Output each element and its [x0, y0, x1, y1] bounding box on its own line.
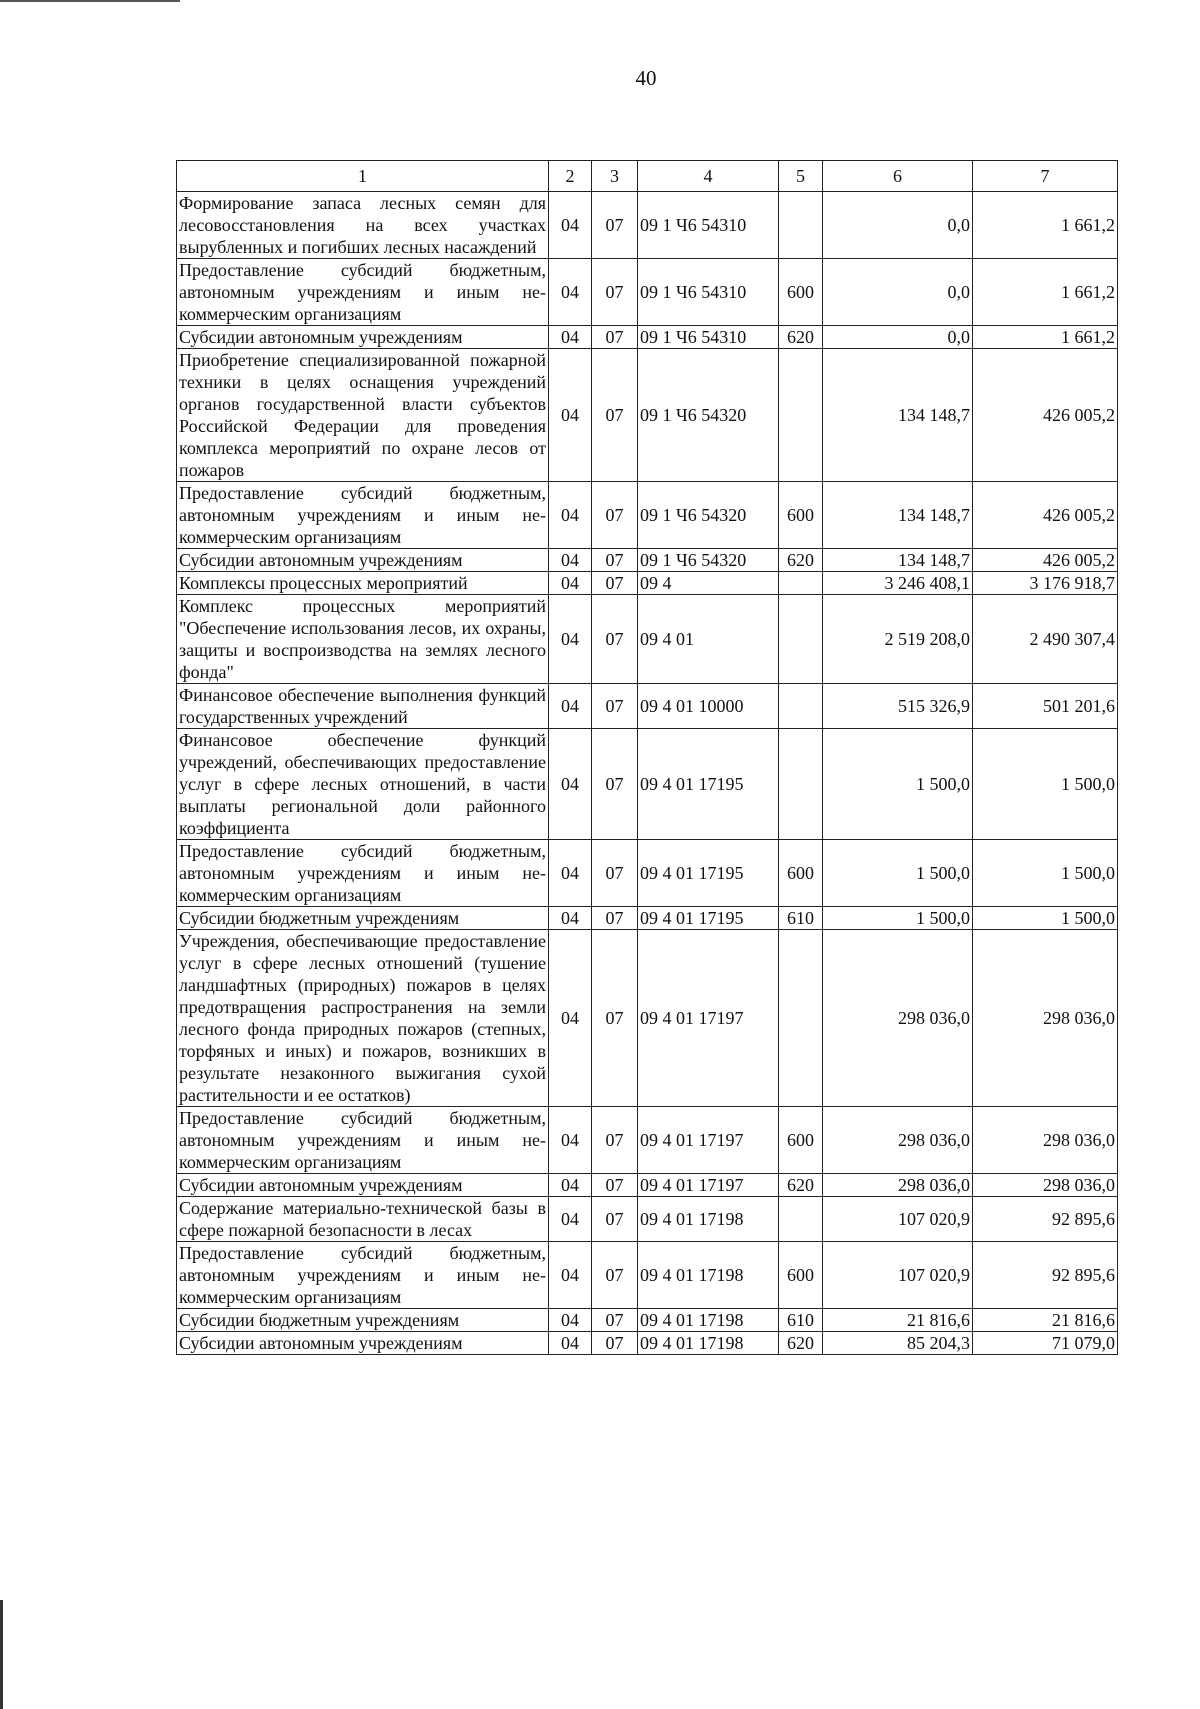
table-row [177, 729, 1118, 840]
target-article-cell: 09 4 01 [638, 595, 779, 684]
row-name-cell: Финансовое обеспечение функций учреждений, обеспечивающих предоставление услуг в сфере лесных отношений, в части выплаты региональной доли районного коэффициента [177, 729, 549, 840]
amount-col-7-cell: 21 816,6 [973, 1309, 1118, 1332]
table-row [177, 595, 1118, 684]
row-name-cell: Комплексы процессных мероприятий [177, 572, 549, 595]
table-row [177, 192, 1118, 259]
subsection-code-cell: 07 [592, 1309, 638, 1332]
row-name-cell: Комплекс процессных мероприятий "Обеспечение использования лесов, их охраны, защиты и воспроизводства на землях лесного фонда" [177, 595, 549, 684]
row-name-cell: Приобретение специализированной пожарной техники в целях оснащения учреждений органов государственной власти субъектов Российской Федерации для проведения комплекса мероприятий по охране лесов от пожаров [177, 349, 549, 482]
subsection-code-cell: 07 [592, 192, 638, 259]
row-name-cell: Субсидии бюджетным учреждениям [177, 1309, 549, 1332]
expense-type-cell: 610 [779, 1309, 823, 1332]
amount-col-6-cell: 1 500,0 [823, 907, 973, 930]
target-article-cell: 09 1 Ч6 54310 [638, 192, 779, 259]
section-code-cell: 04 [549, 1197, 592, 1242]
header-row [177, 161, 1118, 192]
expense-type-cell [779, 349, 823, 482]
section-code-cell: 04 [549, 1174, 592, 1197]
table-row [177, 1107, 1118, 1174]
expense-type-cell: 600 [779, 482, 823, 549]
amount-col-6-cell: 0,0 [823, 259, 973, 326]
row-name-cell: Учреждения, обеспечивающие предоставление услуг в сфере лесных отношений (тушение ландшафтных (природных) пожаров в целях предотвращения распространения на земли лесного фонда природных пожаров (степных, торфяных и иных) и пожаров, возникших в результате незаконного выжигания сухой растительности и ее остатков) [177, 930, 549, 1107]
target-article-cell: 09 1 Ч6 54310 [638, 326, 779, 349]
table-row [177, 1197, 1118, 1242]
scan-edge-mark [0, 0, 180, 2]
table-header [177, 161, 1118, 192]
subsection-code-cell: 07 [592, 482, 638, 549]
subsection-code-cell: 07 [592, 572, 638, 595]
target-article-cell: 09 4 01 17197 [638, 1107, 779, 1174]
amount-col-7-cell: 426 005,2 [973, 482, 1118, 549]
section-code-cell: 04 [549, 349, 592, 482]
expense-type-cell [779, 729, 823, 840]
table-row [177, 907, 1118, 930]
table-row [177, 1174, 1118, 1197]
table-body [177, 192, 1118, 1355]
amount-col-7-cell: 92 895,6 [973, 1242, 1118, 1309]
row-name-cell: Субсидии бюджетным учреждениям [177, 907, 549, 930]
expense-type-cell [779, 595, 823, 684]
row-name-cell: Финансовое обеспечение выполнения функций государственных учреждений [177, 684, 549, 729]
subsection-code-cell: 07 [592, 326, 638, 349]
header-col-7: 7 [973, 161, 1118, 192]
target-article-cell: 09 4 01 17198 [638, 1242, 779, 1309]
subsection-code-cell: 07 [592, 1197, 638, 1242]
amount-col-6-cell: 21 816,6 [823, 1309, 973, 1332]
subsection-code-cell: 07 [592, 595, 638, 684]
amount-col-6-cell: 2 519 208,0 [823, 595, 973, 684]
amount-col-7-cell: 298 036,0 [973, 1174, 1118, 1197]
expense-type-cell [779, 930, 823, 1107]
table-row [177, 1332, 1118, 1355]
amount-col-6-cell: 85 204,3 [823, 1332, 973, 1355]
subsection-code-cell: 07 [592, 729, 638, 840]
scan-edge-mark [0, 1600, 3, 1709]
subsection-code-cell: 07 [592, 1332, 638, 1355]
amount-col-6-cell: 298 036,0 [823, 930, 973, 1107]
expense-type-cell: 620 [779, 1174, 823, 1197]
target-article-cell: 09 4 01 17197 [638, 930, 779, 1107]
subsection-code-cell: 07 [592, 1242, 638, 1309]
amount-col-7-cell: 1 661,2 [973, 259, 1118, 326]
amount-col-7-cell: 1 661,2 [973, 326, 1118, 349]
target-article-cell: 09 4 01 17198 [638, 1197, 779, 1242]
expense-type-cell: 610 [779, 907, 823, 930]
section-code-cell: 04 [549, 482, 592, 549]
amount-col-7-cell: 298 036,0 [973, 1107, 1118, 1174]
expense-type-cell: 620 [779, 549, 823, 572]
expense-type-cell: 600 [779, 840, 823, 907]
amount-col-7-cell: 92 895,6 [973, 1197, 1118, 1242]
row-name-cell: Предоставление субсидий бюджетным, автономным учреждениям и иным некоммерческим организациям [177, 1242, 549, 1309]
target-article-cell: 09 4 [638, 572, 779, 595]
row-name-cell: Субсидии автономным учреждениям [177, 1174, 549, 1197]
table-row [177, 482, 1118, 549]
header-col-3: 3 [592, 161, 638, 192]
target-article-cell: 09 1 Ч6 54320 [638, 349, 779, 482]
amount-col-7-cell: 298 036,0 [973, 930, 1118, 1107]
target-article-cell: 09 4 01 17198 [638, 1332, 779, 1355]
subsection-code-cell: 07 [592, 349, 638, 482]
amount-col-6-cell: 0,0 [823, 326, 973, 349]
section-code-cell: 04 [549, 684, 592, 729]
section-code-cell: 04 [549, 549, 592, 572]
section-code-cell: 04 [549, 259, 592, 326]
target-article-cell: 09 4 01 10000 [638, 684, 779, 729]
section-code-cell: 04 [549, 930, 592, 1107]
section-code-cell: 04 [549, 1309, 592, 1332]
amount-col-6-cell: 298 036,0 [823, 1174, 973, 1197]
section-code-cell: 04 [549, 729, 592, 840]
expense-type-cell [779, 1197, 823, 1242]
expense-type-cell [779, 192, 823, 259]
section-code-cell: 04 [549, 326, 592, 349]
section-code-cell: 04 [549, 572, 592, 595]
expense-type-cell: 620 [779, 1332, 823, 1355]
section-code-cell: 04 [549, 1332, 592, 1355]
row-name-cell: Предоставление субсидий бюджетным, автономным учреждениям и иным некоммерческим организациям [177, 840, 549, 907]
amount-col-7-cell: 3 176 918,7 [973, 572, 1118, 595]
section-code-cell: 04 [549, 1242, 592, 1309]
row-name-cell: Содержание материально-технической базы в сфере пожарной безопасности в лесах [177, 1197, 549, 1242]
amount-col-6-cell: 0,0 [823, 192, 973, 259]
amount-col-7-cell: 1 661,2 [973, 192, 1118, 259]
row-name-cell: Предоставление субсидий бюджетным, автономным учреждениям и иным некоммерческим организациям [177, 1107, 549, 1174]
table-row [177, 930, 1118, 1107]
amount-col-6-cell: 134 148,7 [823, 549, 973, 572]
target-article-cell: 09 4 01 17195 [638, 840, 779, 907]
amount-col-6-cell: 515 326,9 [823, 684, 973, 729]
subsection-code-cell: 07 [592, 259, 638, 326]
amount-col-7-cell: 1 500,0 [973, 907, 1118, 930]
subsection-code-cell: 07 [592, 549, 638, 572]
section-code-cell: 04 [549, 192, 592, 259]
subsection-code-cell: 07 [592, 907, 638, 930]
table-row [177, 1309, 1118, 1332]
expense-type-cell [779, 684, 823, 729]
amount-col-6-cell: 298 036,0 [823, 1107, 973, 1174]
table-row [177, 684, 1118, 729]
amount-col-7-cell: 426 005,2 [973, 549, 1118, 572]
amount-col-6-cell: 134 148,7 [823, 349, 973, 482]
table-row [177, 259, 1118, 326]
target-article-cell: 09 4 01 17198 [638, 1309, 779, 1332]
header-col-6: 6 [823, 161, 973, 192]
section-code-cell: 04 [549, 907, 592, 930]
amount-col-7-cell: 426 005,2 [973, 349, 1118, 482]
header-col-5: 5 [779, 161, 823, 192]
amount-col-7-cell: 1 500,0 [973, 729, 1118, 840]
section-code-cell: 04 [549, 595, 592, 684]
subsection-code-cell: 07 [592, 930, 638, 1107]
budget-table [176, 160, 1118, 1355]
subsection-code-cell: 07 [592, 840, 638, 907]
row-name-cell: Субсидии автономным учреждениям [177, 1332, 549, 1355]
expense-type-cell: 600 [779, 1242, 823, 1309]
amount-col-6-cell: 1 500,0 [823, 840, 973, 907]
table-row [177, 326, 1118, 349]
row-name-cell: Субсидии автономным учреждениям [177, 549, 549, 572]
target-article-cell: 09 1 Ч6 54310 [638, 259, 779, 326]
table-row [177, 349, 1118, 482]
table-row [177, 1242, 1118, 1309]
table-row [177, 840, 1118, 907]
target-article-cell: 09 4 01 17197 [638, 1174, 779, 1197]
row-name-cell: Формирование запаса лесных семян для лесовосстановления на всех участках вырубленных и погибших лесных насаждений [177, 192, 549, 259]
amount-col-6-cell: 1 500,0 [823, 729, 973, 840]
amount-col-6-cell: 3 246 408,1 [823, 572, 973, 595]
section-code-cell: 04 [549, 1107, 592, 1174]
expense-type-cell [779, 572, 823, 595]
row-name-cell: Предоставление субсидий бюджетным, автономным учреждениям и иным некоммерческим организациям [177, 482, 549, 549]
amount-col-7-cell: 1 500,0 [973, 840, 1118, 907]
target-article-cell: 09 4 01 17195 [638, 729, 779, 840]
row-name-cell: Предоставление субсидий бюджетным, автономным учреждениям и иным некоммерческим организациям [177, 259, 549, 326]
subsection-code-cell: 07 [592, 684, 638, 729]
expense-type-cell: 620 [779, 326, 823, 349]
expense-type-cell: 600 [779, 1107, 823, 1174]
amount-col-7-cell: 71 079,0 [973, 1332, 1118, 1355]
target-article-cell: 09 4 01 17195 [638, 907, 779, 930]
amount-col-6-cell: 107 020,9 [823, 1242, 973, 1309]
subsection-code-cell: 07 [592, 1107, 638, 1174]
table-row [177, 549, 1118, 572]
page-number: 40 [635, 66, 657, 90]
target-article-cell: 09 1 Ч6 54320 [638, 549, 779, 572]
amount-col-6-cell: 134 148,7 [823, 482, 973, 549]
amount-col-7-cell: 501 201,6 [973, 684, 1118, 729]
amount-col-7-cell: 2 490 307,4 [973, 595, 1118, 684]
expense-type-cell: 600 [779, 259, 823, 326]
table-row [177, 572, 1118, 595]
subsection-code-cell: 07 [592, 1174, 638, 1197]
amount-col-6-cell: 107 020,9 [823, 1197, 973, 1242]
row-name-cell: Субсидии автономным учреждениям [177, 326, 549, 349]
header-col-2: 2 [549, 161, 592, 192]
section-code-cell: 04 [549, 840, 592, 907]
header-col-4: 4 [638, 161, 779, 192]
target-article-cell: 09 1 Ч6 54320 [638, 482, 779, 549]
header-col-1: 1 [177, 161, 549, 192]
